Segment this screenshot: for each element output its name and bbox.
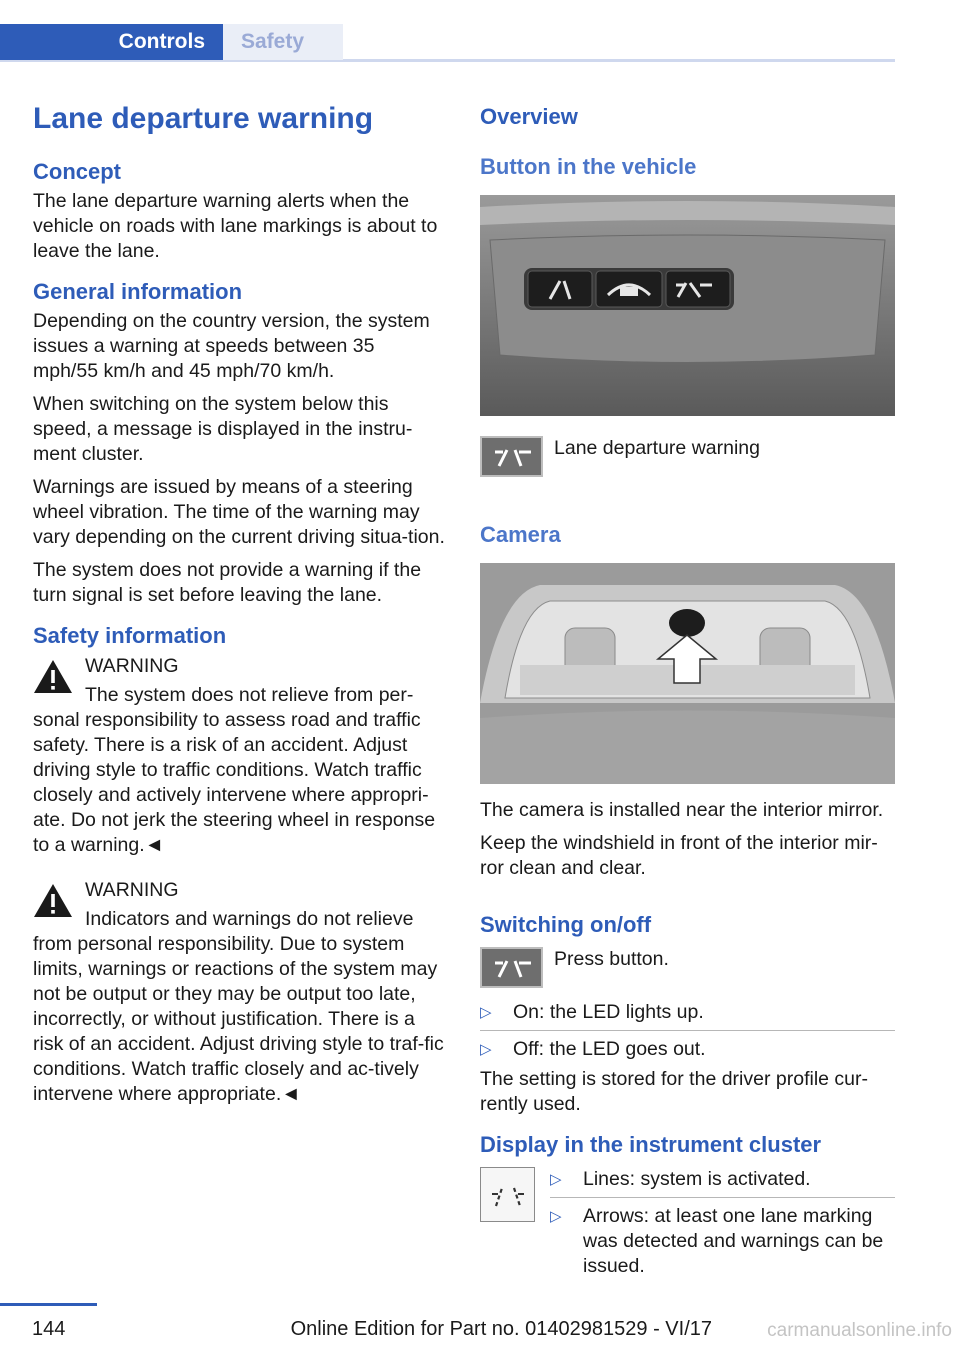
button-caption-row: [480, 436, 895, 477]
list-item: ▷ Off: the LED goes out.: [480, 1038, 706, 1060]
camera-paragraph-2: Keep the windshield in front of the interior mir-ror clean and clear.: [480, 832, 878, 879]
triangle-bullet-icon: ▷: [550, 1171, 562, 1188]
warning-triangle-icon: [33, 882, 73, 918]
warning-block-1: [33, 654, 448, 858]
lane-lines-cluster-icon: [480, 1167, 535, 1222]
switch-caption-row: [480, 947, 895, 988]
tab-safety[interactable]: Safety: [223, 24, 343, 60]
warning-triangle-icon: [33, 658, 73, 694]
footer-rule: [0, 1303, 97, 1306]
list-item: ▷ Lines: system is activated.: [550, 1167, 895, 1198]
warning-2-body: Indicators and warnings do not relieve from personal responsibility. Due to system limits, warnings or reactions of the system may not be output or they may be output too late, incorrectly, or without justification. There is a risk of an accident. Adjust driving style to traf-fic conditions. Watch traffic closely and ac-tively intervene where appropriate.◄: [33, 908, 444, 1105]
triangle-bullet-icon: ▷: [550, 1208, 562, 1225]
right-column: [480, 103, 895, 1290]
warning-1-text: [33, 683, 448, 858]
button-caption: Lane departure warning: [554, 437, 760, 459]
list-item: ▷ Arrows: at least one lane marking was detected and warnings can be issued.: [550, 1205, 884, 1277]
page-title: Lane departure warning: [33, 102, 374, 135]
page-number: 144: [32, 1318, 66, 1340]
general-heading: General information: [33, 279, 243, 304]
triangle-bullet-icon: ▷: [480, 1004, 492, 1021]
switch-list: [480, 1000, 895, 1067]
watermark: carmanualsonline.info: [767, 1320, 952, 1341]
camera-heading: Camera: [480, 522, 561, 547]
display-heading: Display in the instrument cluster: [480, 1132, 822, 1157]
general-paragraph-3: Warnings are issued by means of a steering wheel vibration. The time of the warning may vary depending on the current driving situa-tion.: [33, 476, 445, 548]
general-paragraph-1: Depending on the country version, the system issues a warning at speeds between 35 mph/55 km/h and 45 mph/70 km/h.: [33, 310, 430, 382]
warning-block-2: [33, 878, 448, 1107]
safety-heading: Safety information: [33, 623, 227, 648]
concept-text: The lane departure warning alerts when the vehicle on roads with lane markings is about to leave the lane.: [33, 190, 438, 262]
switch-note: The setting is stored for the driver profile cur-rently used.: [480, 1068, 868, 1115]
camera-photo: [480, 563, 895, 784]
switch-caption: Press button.: [554, 948, 669, 970]
left-column: [33, 100, 448, 1107]
concept-heading: Concept: [33, 159, 121, 184]
button-panel-illustration: [480, 195, 895, 416]
camera-paragraph-1: The camera is installed near the interior mirror.: [480, 799, 884, 821]
lane-departure-button-icon: [480, 436, 543, 477]
switch-heading: Switching on/off: [480, 912, 652, 937]
warning-2-title: WARNING: [85, 879, 179, 901]
warning-2-text: [33, 907, 448, 1107]
general-paragraph-2: When switching on the system below this speed, a message is displayed in the instru-ment cluster.: [33, 393, 413, 465]
section-tabbar: [0, 24, 895, 62]
display-list: [550, 1167, 895, 1290]
list-item: ▷ On: the LED lights up.: [480, 1000, 895, 1031]
warning-1-body: The system does not relieve from per-sonal responsibility to assess road and traffic safety. There is a risk of an accident. Adjust driving style to traffic conditions. Watch traffic closely and actively intervene where appropri-ate. Do not jerk the steering wheel in response to a warning.◄: [33, 684, 436, 856]
lane-departure-button-icon: [480, 947, 543, 988]
camera-illustration: [480, 563, 895, 784]
edition-note: Online Edition for Part no. 01402981529 - VI/17: [290, 1318, 712, 1340]
button-heading: Button in the vehicle: [480, 154, 697, 179]
tab-controls[interactable]: Controls: [0, 24, 223, 60]
warning-1-title: WARNING: [85, 655, 179, 677]
display-row: [480, 1167, 895, 1290]
general-paragraph-4: The system does not provide a warning if the turn signal is set before leaving the lane.: [33, 559, 422, 606]
overview-heading: Overview: [480, 104, 578, 129]
button-panel-photo: [480, 195, 895, 416]
triangle-bullet-icon: ▷: [480, 1041, 492, 1058]
